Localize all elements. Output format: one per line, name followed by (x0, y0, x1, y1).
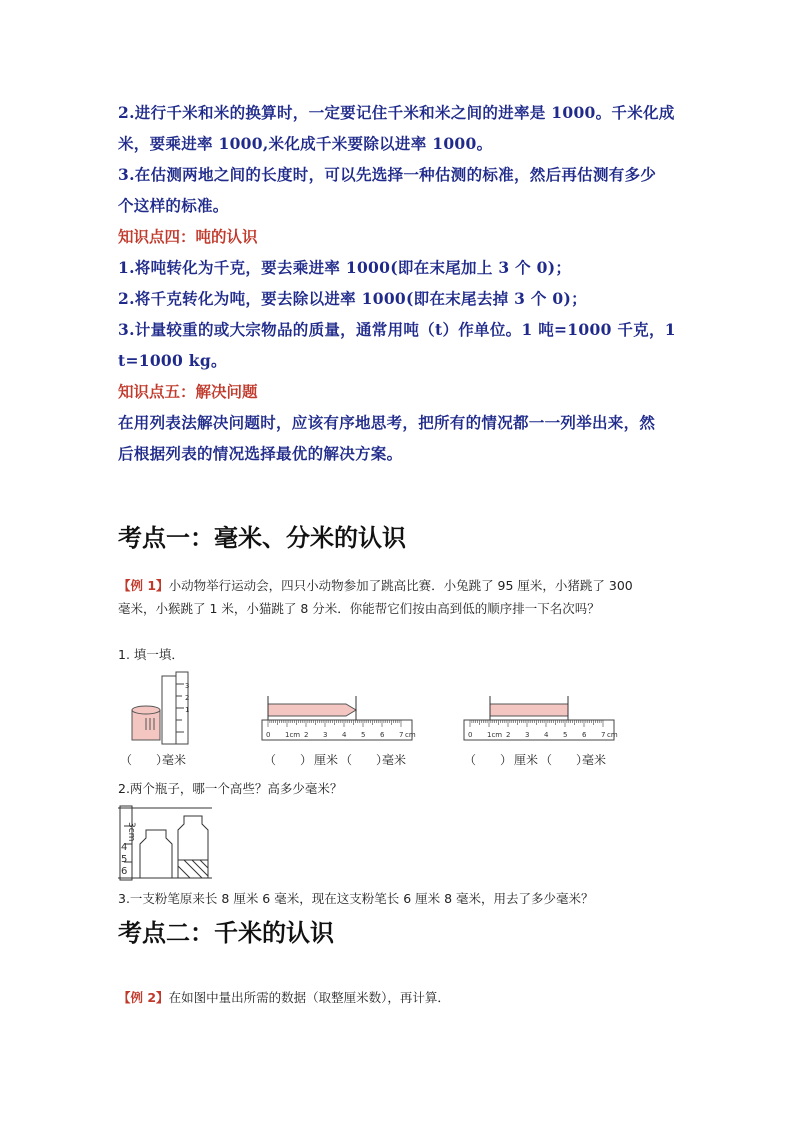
ruler-label: 1cm (487, 731, 503, 739)
point5-heading: 知识点五：解决问题 (118, 382, 258, 401)
text-line: 3.计量较重的或大宗物品的质量，通常用吨（t）作单位。1 吨=1000 千克，1 (118, 320, 676, 339)
vertical-ruler-diagram (132, 672, 189, 744)
vruler-label: 3 (185, 682, 190, 690)
example1-tag: 【例 1】 (118, 578, 169, 593)
text-line: 米，要乘进率 1000,米化成千米要除以进率 1000。 (118, 134, 493, 153)
example2-text: 在如图中量出所需的数据（取整厘米数），再计算． (168, 990, 450, 1005)
caption-paren: （ ） (340, 753, 389, 767)
ruler-label: 0 (468, 731, 473, 739)
ruler-label: 4 (342, 731, 347, 739)
caption-unit: 厘米 (314, 753, 339, 767)
ruler-label: 7 (601, 731, 606, 739)
question-1: 1. 填一填． (118, 647, 184, 662)
ruler-unit: cm (405, 731, 416, 739)
text-line: t=1000 kg。 (118, 351, 227, 370)
example2 (118, 988, 450, 1006)
caption-paren: （ ） (464, 753, 513, 767)
vruler-label: 1 (185, 706, 190, 714)
text-line: 1.将吨转化为千克，要去乘进率 1000(即在末尾加上 3 个 0)； (118, 258, 572, 277)
question-2: 2.两个瓶子，哪一个高些？高多少毫米？ (118, 781, 343, 796)
caption-paren: （ ） (540, 753, 589, 767)
example1-line2: 毫米，小猴跳了 1 米，小猫跳了 8 分米．你能帮它们按由高到低的顺序排一下名次吗？ (118, 601, 600, 616)
ruler-label: 3 (525, 731, 530, 739)
caption-unit: 厘米 (514, 753, 539, 767)
question-3: 3.一支粉笔原来长 8 厘米 6 毫米，现在这支粉笔长 6 厘米 8 毫米，用去了多少毫米？ (118, 891, 594, 906)
bottle-figure (118, 804, 214, 882)
horizontal-ruler-1 (262, 696, 416, 740)
horizontal-ruler-2 (464, 696, 618, 740)
caption-unit: 毫米 (382, 753, 407, 767)
points-top-block (118, 97, 683, 469)
exam2-title: 考点二：千米的认识 (118, 919, 334, 947)
ruler-label: 2 (506, 731, 511, 739)
example1-line1: 小动物举行运动会，四只小动物参加了跳高比赛．小兔跳了 95 厘米，小猪跳了 300 (168, 578, 633, 593)
example1 (118, 574, 683, 620)
ruler-label: 5 (361, 731, 366, 739)
text-line: 个这样的标准。 (118, 196, 229, 215)
ruler-label: 3 (323, 731, 328, 739)
ruler-label: 6 (582, 731, 587, 739)
text-line: 2.将千克转化为吨，要去除以进率 1000(即在末尾去掉 3 个 0)； (118, 289, 587, 308)
vruler-label: 2 (185, 694, 190, 702)
bottle-scale-label: 3cm (126, 822, 136, 842)
bottle-scale-label: 6 (121, 866, 128, 877)
caption-paren: （ ） (264, 753, 313, 767)
bottle-scale-label: 5 (121, 854, 128, 865)
text-line: 在用列表法解决问题时，应该有序地思考，把所有的情况都一一列举出来，然 (118, 413, 656, 432)
bottle-left (140, 830, 172, 878)
ruler-label: 4 (544, 731, 549, 739)
example2-tag: 【例 2】 (118, 990, 169, 1005)
point4-heading: 知识点四：吨的认识 (118, 227, 258, 246)
ruler-unit: cm (607, 731, 618, 739)
caption-unit: 毫米 (582, 753, 607, 767)
ruler-figure (118, 668, 618, 770)
bottle-scale-label: 4 (121, 842, 128, 853)
ruler-label: 7 (399, 731, 404, 739)
text-line: 后根据列表的情况选择最优的解决方案。 (118, 444, 403, 463)
ruler-label: 5 (563, 731, 568, 739)
ruler-label: 6 (380, 731, 385, 739)
ruler-label: 0 (266, 731, 271, 739)
text-line: 3.在估测两地之间的长度时，可以先选择一种估测的标准，然后再估测有多少 (118, 165, 657, 184)
exam1-title: 考点一：毫米、分米的认识 (118, 524, 406, 552)
caption-unit: 毫米 (162, 753, 187, 767)
ruler-label: 2 (304, 731, 309, 739)
text-line: 2.进行千米和米的换算时，一定要记住千米和米之间的进率是 1000。千米化成 (118, 103, 675, 122)
caption-paren: （ ） (120, 753, 169, 767)
ruler-label: 1cm (285, 731, 301, 739)
